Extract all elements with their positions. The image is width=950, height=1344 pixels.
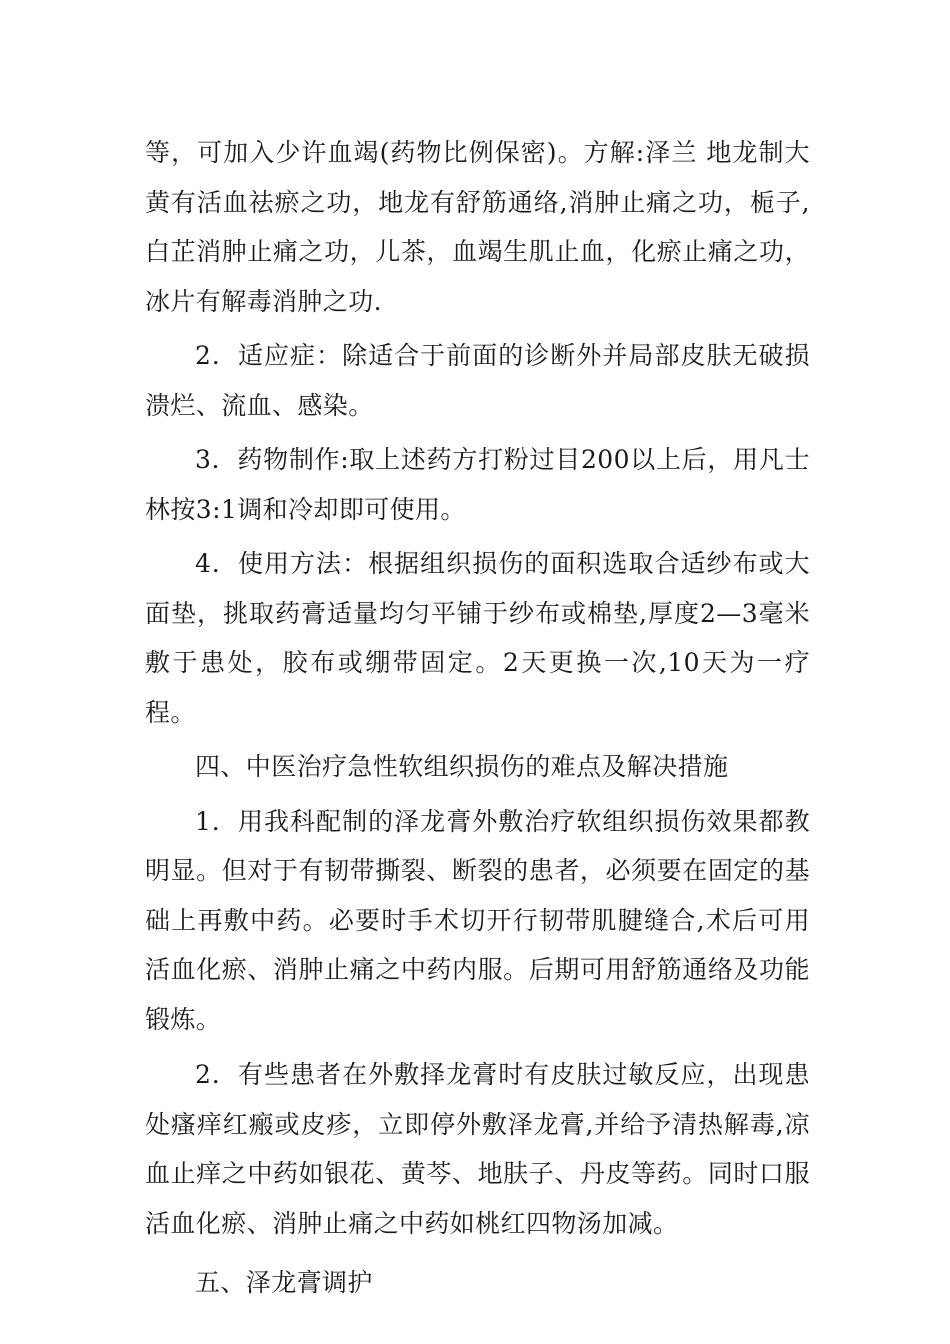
paragraph-formula-explanation: 等，可加入少许血竭(药物比例保密)。方解:泽兰 地龙制大黄有活血祛瘀之功，地龙有舒筋通络,消肿止痛之功，栀子,白芷消肿止痛之功，儿茶，血竭生肌止血，化瘀止痛之功，冰片有解毒消肿之功. xyxy=(145,138,810,316)
paragraph-difficulty-2: 2．有些患者在外敷择龙膏时有皮肤过敏反应，出现患处瘙痒红瘢或皮疹，立即停外敷泽龙膏,并给予清热解毒,凉血止痒之中药如银花、黄芩、地肤子、丹皮等药。同时口服活血化瘀、消肿止痛之中药如桃红四物汤加减。 xyxy=(145,1060,810,1238)
paragraph-preparation: 3．药物制作:取上述药方打粉过目200以上后，用凡士林按3:1调和冷却即可使用。 xyxy=(145,445,810,524)
paragraph-indications: 2．适应症：除适合于前面的诊断外并局部皮肤无破损溃烂、流血、感染。 xyxy=(145,341,810,420)
section-heading-care: 五、泽龙膏调护 xyxy=(195,1268,373,1297)
document-body xyxy=(145,128,810,1308)
section-heading-difficulties: 四、中医治疗急性软组织损伤的难点及解决措施 xyxy=(195,752,729,781)
paragraph-difficulty-1: 1．用我科配制的泽龙膏外敷治疗软组织损伤效果都教明显。但对于有韧带撕裂、断裂的患者，必须要在固定的基础上再敷中药。必要时手术切开行韧带肌腱缝合,术后可用活血化瘀、消肿止痛之中药内服。后期可用舒筋通络及功能锻炼。 xyxy=(145,806,810,1034)
paragraph-usage: 4．使用方法：根据组织损伤的面积选取合适纱布或大面垫，挑取药膏适量均匀平铺于纱布或棉垫,厚度2—3毫米敷于患处，胶布或绷带固定。2天更换一次,10天为一疗程。 xyxy=(145,549,810,727)
